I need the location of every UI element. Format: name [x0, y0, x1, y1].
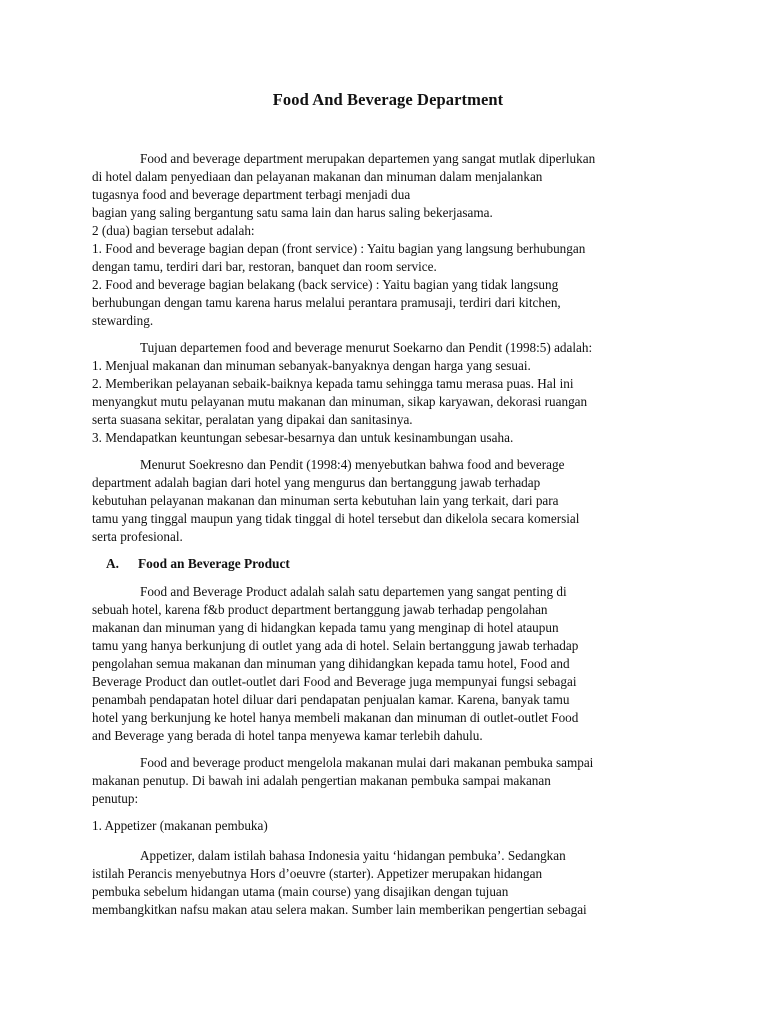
text-line: tugasnya food and beverage department terbagi menjadi dua: [92, 187, 411, 202]
text-line: penutup:: [92, 791, 139, 806]
text-line: 1. Menjual makanan dan minuman sebanyak-banyaknya dengan harga yang sesuai.: [92, 358, 531, 373]
text-line: bagian yang saling bergantung satu sama lain dan harus saling bekerjasama.: [92, 205, 493, 220]
text-line: Menurut Soekresno dan Pendit (1998:4) menyebutkan bahwa food and beverage: [140, 457, 565, 472]
paragraph-definition: [92, 456, 684, 546]
text-line: Appetizer, dalam istilah bahasa Indonesia yaitu ‘hidangan pembuka’. Sedangkan: [140, 848, 566, 863]
text-line: dengan tamu, terdiri dari bar, restoran, banquet dan room service.: [92, 259, 437, 274]
text-line: 1. Food and beverage bagian depan (front service) : Yaitu bagian yang langsung berhubungan: [92, 241, 586, 256]
text-line: Food and beverage department merupakan departemen yang sangat mutlak diperlukan: [140, 151, 596, 166]
text-line: stewarding.: [92, 313, 154, 328]
text-line: serta suasana sekitar, peralatan yang dipakai dan sanitasinya.: [92, 412, 413, 427]
text-line: serta profesional.: [92, 529, 183, 544]
paragraph-goals: [92, 339, 684, 447]
section-heading-a: [92, 555, 684, 573]
text-line: Beverage Product dan outlet-outlet dari Food and Beverage juga mempunyai fungsi sebagai: [92, 674, 577, 689]
text-line: makanan dan minuman yang di hidangkan kepada tamu yang menginap di hotel ataupun: [92, 620, 559, 635]
text-line: Food and beverage product mengelola makanan mulai dari makanan pembuka sampai: [140, 755, 594, 770]
text-line: tamu yang hanya berkunjung di outlet yang ada di hotel. Selain bertanggung jawab terhadap: [92, 638, 579, 653]
text-line: pengolahan semua makanan dan minuman yang dihidangkan kepada tamu hotel, Food and: [92, 656, 570, 671]
text-line: 2. Food and beverage bagian belakang (back service) : Yaitu bagian yang tidak langsung: [92, 277, 559, 292]
text-line: hotel yang berkunjung ke hotel hanya membeli makanan dan minuman di outlet-outlet Food: [92, 710, 579, 725]
text-line: department adalah bagian dari hotel yang mengurus dan bertanggung jawab terhadap: [92, 475, 541, 490]
section-label: Food an Beverage Product: [138, 556, 290, 571]
section-marker: A.: [106, 556, 120, 571]
paragraph-appetizer: [92, 847, 684, 919]
text-line: and Beverage yang berada di hotel tanpa menyewa kamar terlebih dahulu.: [92, 728, 483, 743]
paragraph-fb-product: [92, 583, 684, 745]
paragraph-menu-courses: [92, 754, 684, 808]
text-line: pembuka sebelum hidangan utama (main course) yang disajikan dengan tujuan: [92, 884, 509, 899]
text-line: Food and Beverage Product adalah salah satu departemen yang sangat penting di: [140, 584, 567, 599]
text-line: istilah Perancis menyebutnya Hors d’oeuvre (starter). Appetizer merupakan hidangan: [92, 866, 543, 881]
text-line: penambah pendapatan hotel diluar dari pendapatan penjualan kamar. Karena, banyak tamu: [92, 692, 570, 707]
document-title: Food And Beverage Department: [272, 90, 504, 109]
text-line: makanan penutup. Di bawah ini adalah pengertian makanan pembuka sampai makanan: [92, 773, 551, 788]
text-line: menyangkut mutu pelayanan mutu makanan dan minuman, sikap karyawan, dekorasi ruangan: [92, 394, 588, 409]
list-item-appetizer: [92, 817, 684, 835]
text-line: di hotel dalam penyediaan dan pelayanan makanan dan minuman dalam menjalankan: [92, 169, 543, 184]
text-line: 2. Memberikan pelayanan sebaik-baiknya kepada tamu sehingga tamu merasa puas. Hal ini: [92, 376, 574, 391]
text-line: tamu yang tinggal maupun yang tidak tinggal di hotel tersebut dan dikelola secara komersial: [92, 511, 580, 526]
text-line: 3. Mendapatkan keuntungan sebesar-besarnya dan untuk kesinambungan usaha.: [92, 430, 514, 445]
text-line: 2 (dua) bagian tersebut adalah:: [92, 223, 255, 238]
text-line: kebutuhan pelayanan makanan dan minuman serta kebutuhan lain yang terkait, dari para: [92, 493, 559, 508]
text-line: membangkitkan nafsu makan atau selera makan. Sumber lain memberikan pengertian sebagai: [92, 902, 587, 917]
text-line: berhubungan dengan tamu karena harus melalui perantara pramusaji, terdiri dari kitchen,: [92, 295, 561, 310]
text-line: Tujuan departemen food and beverage menurut Soekarno dan Pendit (1998:5) adalah:: [140, 340, 593, 355]
text-line: 1. Appetizer (makanan pembuka): [92, 818, 268, 833]
text-line: sebuah hotel, karena f&b product department bertanggung jawab terhadap pengolahan: [92, 602, 548, 617]
paragraph-intro: [92, 150, 684, 330]
